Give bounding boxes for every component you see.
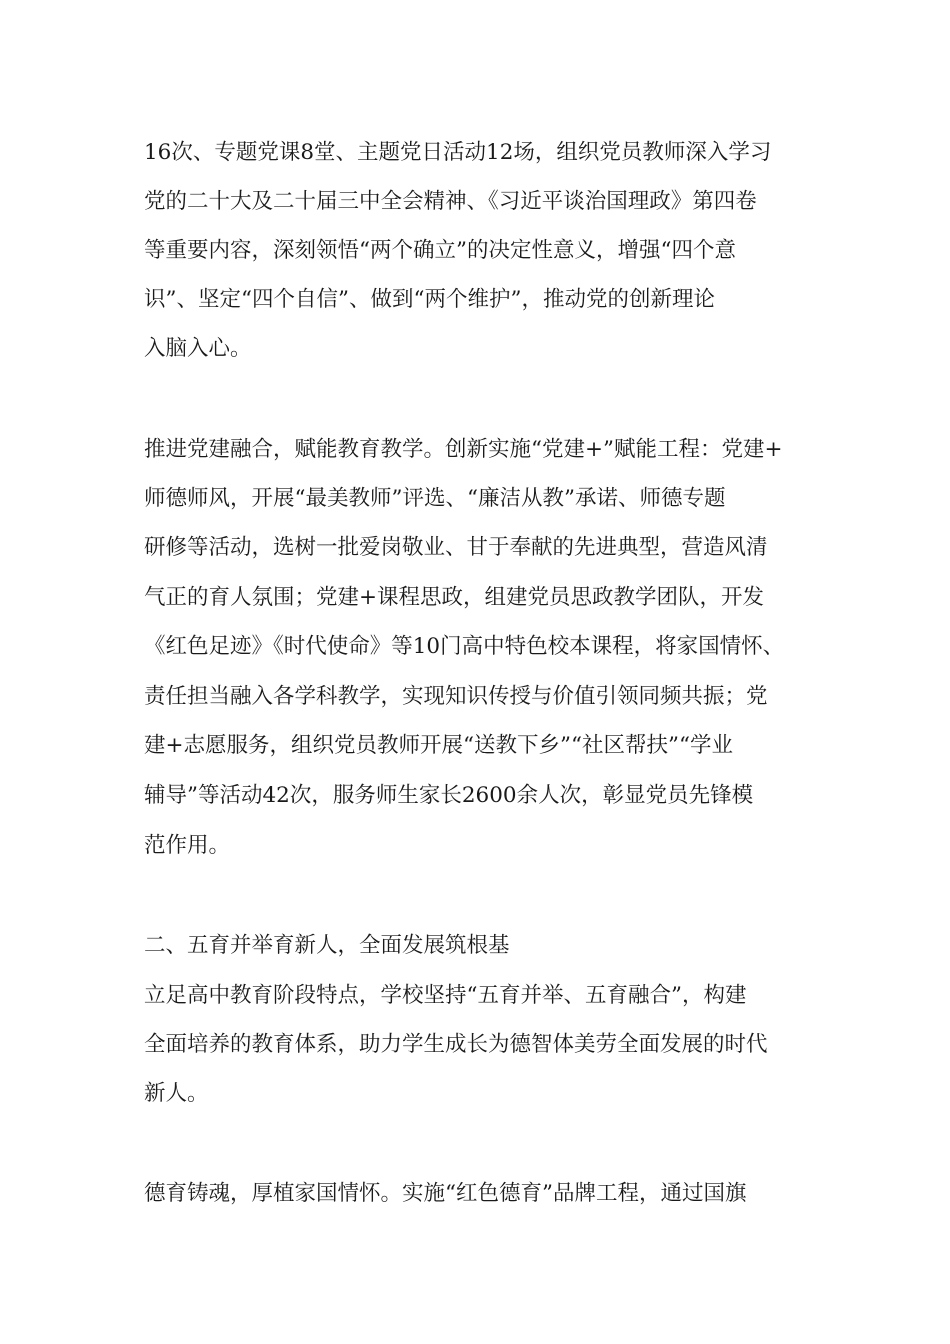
text-line: 师德师风，开展“最美教师”评选、“廉洁从教”承诺、师德专题 <box>144 486 726 511</box>
text-line: 新人。 <box>144 1081 209 1106</box>
text-line: 全面培养的教育体系，助力学生成长为德智体美劳全面发展的时代 <box>144 1032 768 1057</box>
text-line: 辅导”等活动42次，服务师生家长2600余人次，彰显党员先锋模 <box>144 783 754 808</box>
text-line: 推进党建融合，赋能教育教学。创新实施“党建+”赋能工程：党建+ <box>144 437 783 462</box>
text-line: 建+志愿服务，组织党员教师开展“送教下乡”“社区帮扶”“学业 <box>144 733 733 758</box>
text-line: 研修等活动，选树一批爱岗敬业、甘于奉献的先进典型，营造风清 <box>144 535 768 560</box>
text-line: 德育铸魂，厚植家国情怀。实施“红色德育”品牌工程，通过国旗 <box>144 1181 747 1206</box>
text-line: 气正的育人氛围；党建+课程思政，组建党员思政教学团队，开发 <box>144 585 765 610</box>
text-line: 16次、专题党课8堂、主题党日活动12场，组织党员教师深入学习 <box>144 140 772 165</box>
text-line: 《红色足迹》《时代使命》等10门高中特色校本课程，将家国情怀、 <box>144 634 785 659</box>
text-line: 立足高中教育阶段特点，学校坚持“五育并举、五育融合”，构建 <box>144 983 747 1008</box>
text-line: 范作用。 <box>144 833 231 858</box>
section-heading: 二、五育并举育新人，全面发展筑根基 <box>144 933 510 958</box>
text-line: 责任担当融入各学科教学，实现知识传授与价值引领同频共振；党 <box>144 684 768 709</box>
text-line: 识”、坚定“四个自信”、做到“两个维护”，推动党的创新理论 <box>144 287 715 312</box>
text-line: 等重要内容，深刻领悟“两个确立”的决定性意义，增强“四个意 <box>144 238 736 263</box>
text-line: 党的二十大及二十届三中全会精神、《习近平谈治国理政》第四卷 <box>144 189 757 214</box>
text-line: 入脑入心。 <box>144 336 252 361</box>
